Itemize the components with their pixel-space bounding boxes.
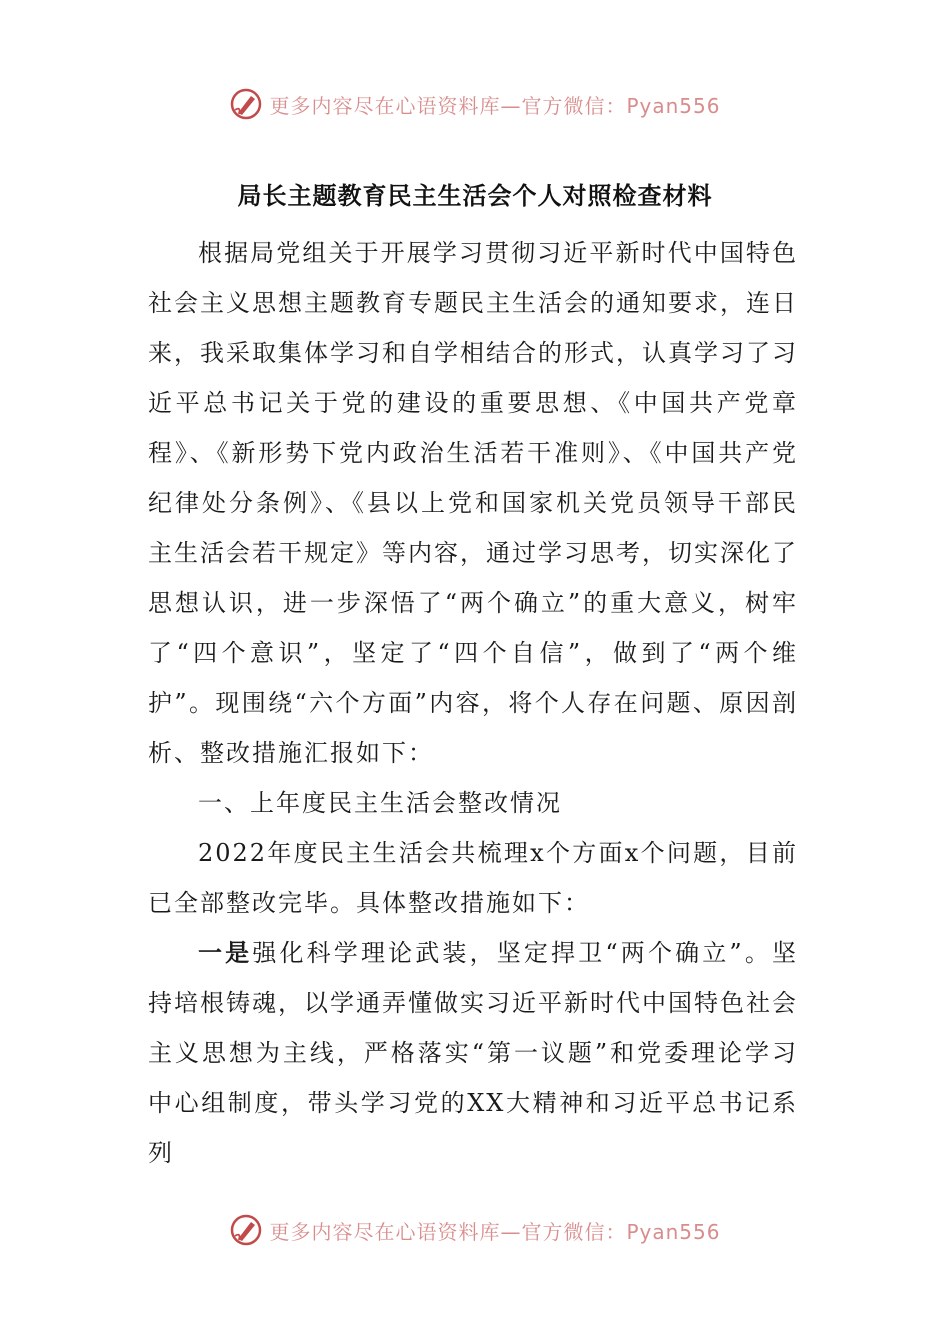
watermark-text: 更多内容尽在心语资料库—官方微信：Pyan556 (269, 93, 721, 118)
pen-circle-logo-icon (229, 1213, 263, 1247)
paragraph (148, 928, 798, 1178)
pen-circle-logo-icon (229, 87, 263, 121)
paragraph: 2022年度民主生活会共梳理x个方面x个问题，目前已全部整改完毕。具体整改措施如下： (148, 839, 798, 917)
document-title: 局长主题教育民主生活会个人对照检查材料 (237, 182, 713, 210)
document-body (148, 228, 798, 1178)
paragraph-lead: 一是 (198, 938, 253, 967)
paragraph-text: 强化科学理论武装，坚定捍卫“两个确立”。坚持培根铸魂，以学通弄懂做实习近平新时代中国特色社会主义思想为主线，严格落实“第一议题”和党委理论学习中心组制度，带头学习党的XX大精神和习近平总书记系列 (148, 939, 799, 1167)
header-watermark (0, 84, 950, 124)
section-heading: 一、上年度民主生活会整改情况 (198, 789, 562, 817)
watermark-text: 更多内容尽在心语资料库—官方微信：Pyan556 (269, 1219, 721, 1244)
footer-watermark (0, 1210, 950, 1250)
paragraph: 根据局党组关于开展学习贯彻习近平新时代中国特色社会主义思想主题教育专题民主生活会的通知要求，连日来，我采取集体学习和自学相结合的形式，认真学习了习近平总书记关于党的建设的重要思想、《中国共产党章程》、《新形势下党内政治生活若干准则》、《中国共产党纪律处分条例》、《县以上党和国家机关党员领导干部民主生活会若干规定》等内容，通过学习思考，切实深化了思想认识，进一步深悟了“两个确立”的重大意义，树牢了“四个意识”，坚定了“四个自信”，做到了“两个维护”。现围绕“六个方面”内容，将个人存在问题、原因剖析、整改措施汇报如下： (148, 239, 798, 767)
